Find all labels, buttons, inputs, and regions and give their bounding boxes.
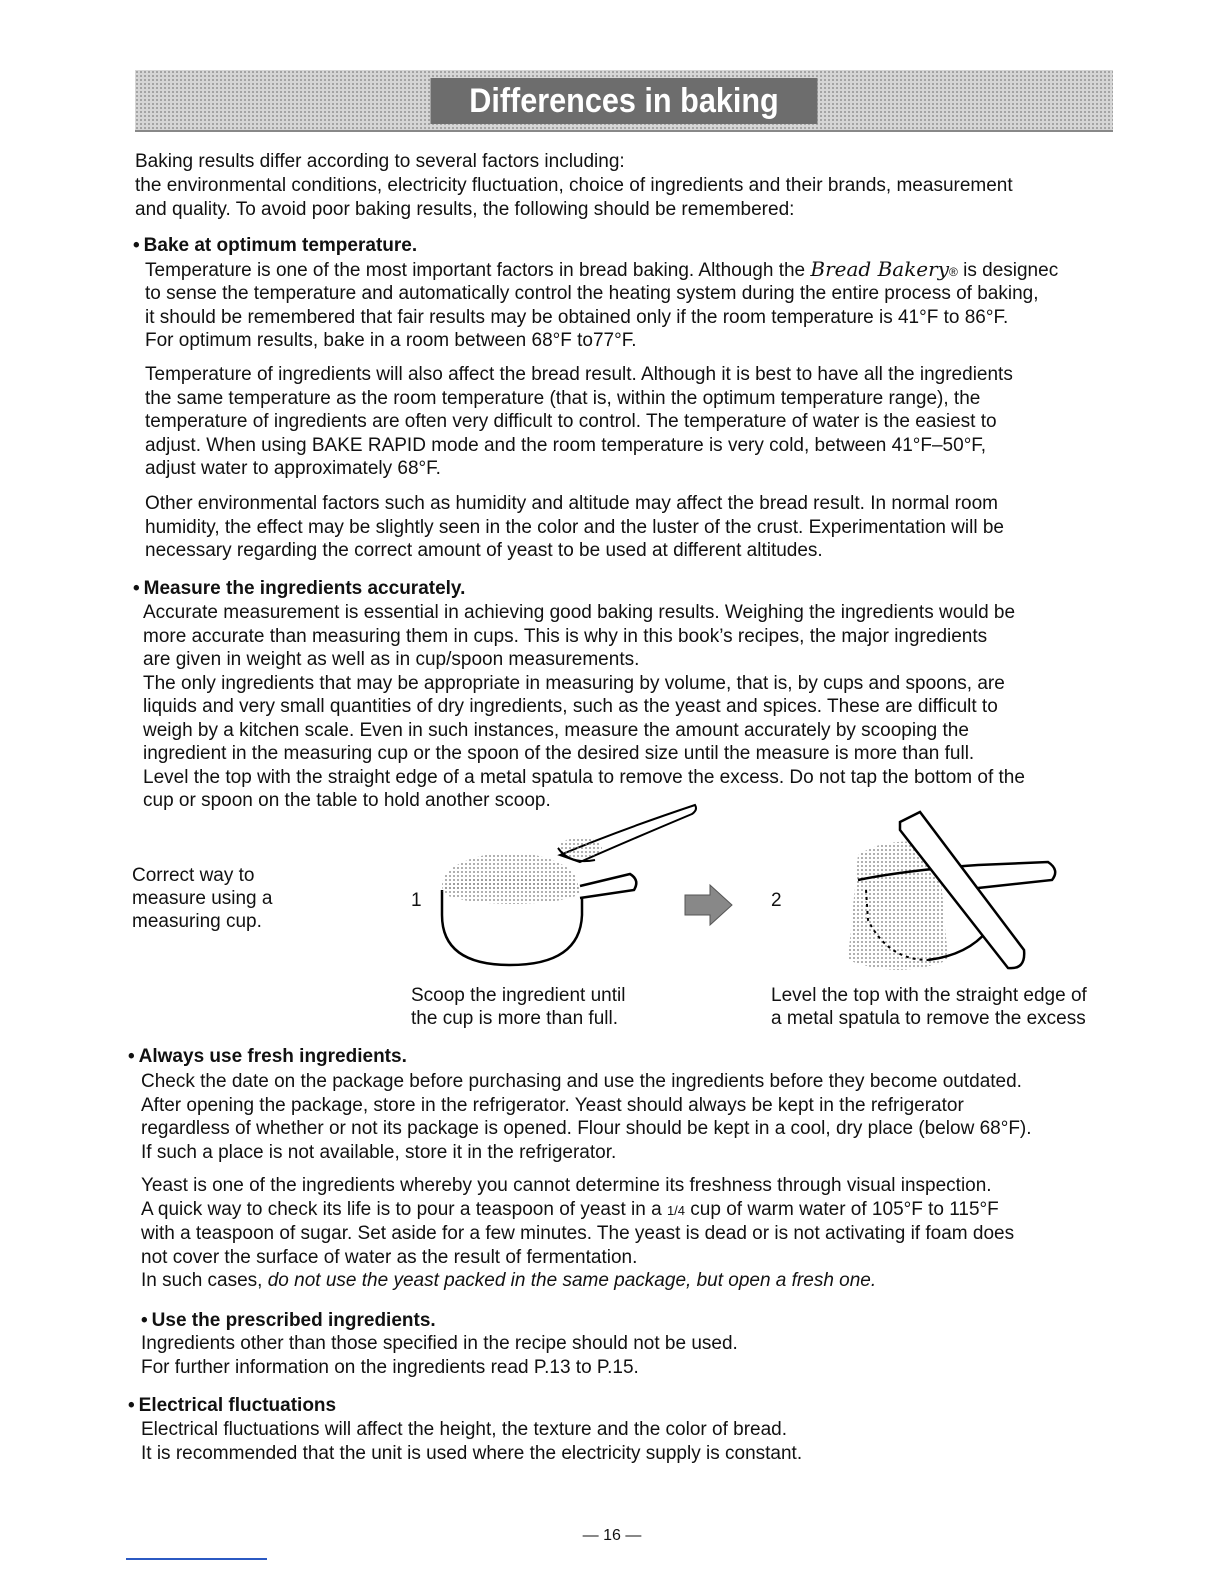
fresh-paragraph-2-last bbox=[141, 1269, 1131, 1293]
level-illustration bbox=[828, 800, 1068, 985]
section-heading-prescribed: • Use the prescribed ingredients. bbox=[141, 1309, 436, 1333]
section-heading-electrical: • Electrical fluctuations bbox=[128, 1394, 336, 1418]
temperature-line-1-start: Temperature is one of the most important factors in bread baking. Although the bbox=[145, 260, 811, 281]
temperature-paragraph-3: Other environmental factors such as humidity and altitude may affect the bread result. In normal room humidity, the effect may be slightly seen in the color and the luster of the crust. Experimentation will be necessary regarding the correct amount of yeast to be used at different altitudes. bbox=[145, 493, 1004, 561]
fraction: 1/4 bbox=[666, 1203, 686, 1218]
fresh-line-2-start: A quick way to check its life is to pour a teaspoon of yeast in a bbox=[141, 1199, 667, 1220]
footer-rule bbox=[126, 1558, 267, 1560]
section-heading-fresh: • Always use fresh ingredients. bbox=[128, 1045, 407, 1069]
measuring-cup-icon bbox=[442, 853, 636, 965]
fresh-paragraph-2-rest: with a teaspoon of sugar. Set aside for a few minutes. The yeast is dead or is not activating if foam does not cover the surface of water as the result of fermentation. bbox=[141, 1223, 1015, 1268]
step-1-caption: Scoop the ingredient until the cup is more than full. bbox=[411, 985, 626, 1029]
arrow-right-icon bbox=[685, 885, 732, 925]
figure-side-label: Correct way to measure using a measuring cup. bbox=[132, 865, 273, 932]
step-2-number: 2 bbox=[771, 890, 782, 911]
fresh-last-plain: In such cases, bbox=[141, 1270, 268, 1291]
intro-line-2: the environmental conditions, electricity fluctuation, choice of ingredients and their brands, measurement and quality. To avoid poor baking results, the following should be remembered: bbox=[135, 175, 1013, 220]
page-number: — 16 — bbox=[582, 1527, 642, 1544]
section-heading-measure: • Measure the ingredients accurately. bbox=[133, 577, 465, 601]
step-1-number: 1 bbox=[411, 890, 422, 911]
fresh-paragraph-1: Check the date on the package before purchasing and use the ingredients before they become outdated. After opening the package, store in the refrigerator. Yeast should always be kept in the refrigerator regardless of whether or not its package is opened. Flour should be kept in a cool, dry place (below 68°F). If such a place is not available, store it in the refrigerator. bbox=[141, 1071, 1032, 1163]
fresh-paragraph-2-line-1: Yeast is one of the ingredients whereby you cannot determine its freshness through visual inspection. bbox=[141, 1175, 992, 1196]
page-title: Differences in baking results bbox=[431, 78, 818, 124]
brand-logo: Bread Bakery bbox=[810, 257, 950, 281]
fresh-paragraph-2-line-2 bbox=[141, 1198, 1131, 1223]
temperature-line-1 bbox=[145, 258, 1125, 285]
spoon-icon bbox=[558, 805, 696, 862]
prescribed-paragraph: Ingredients other than those specified in the recipe should not be used. For further information on the ingredients read P.13 to P.15. bbox=[141, 1333, 738, 1378]
step-2-caption: Level the top with the straight edge of a metal spatula to remove the excess bbox=[771, 985, 1087, 1029]
measure-paragraph-1: Accurate measurement is essential in achieving good baking results. Weighing the ingredients would be more accurate than measuring them in cups. This is why in this book’s recipes, the major ingredients are given in weight as well as in cup/spoon measurements. The only ingredients that may be appropriate in measuring by volume, that is, by cups and spoons, are liquids and very small quantities of dry ingredients, such as the yeast and spices. These are difficult to weigh by a kitchen scale. Even in such instances, measure the amount accurately by scooping the ingredient in the measuring cup or the spoon of the desired size until the measure is more than full. Level the top with the straight edge of a metal spatula to remove the excess. Do not tap the bottom of the cup or spoon on the table to hold another scoop. bbox=[143, 602, 1025, 811]
registered-mark: ® bbox=[949, 265, 958, 279]
fresh-last-italic: do not use the yeast packed in the same package, but open a fresh one. bbox=[267, 1270, 877, 1291]
temperature-line-1-end: is designec bbox=[957, 260, 1059, 281]
scoop-illustration bbox=[420, 790, 740, 980]
section-heading-temperature: • Bake at optimum temperature. bbox=[133, 234, 417, 258]
temperature-paragraph-2: Temperature of ingredients will also affect the bread result. Although it is best to have all the ingredients the same temperature as the room temperature (that is, within the optimum temperature range), the temperature of ingredients are often very difficult to control. The temperature of water is the easiest to adjust. When using BAKE RAPID mode and the room temperature is very cold, between 41°F–50°F, adjust water to approximately 68°F. bbox=[145, 364, 1013, 479]
electrical-paragraph: Electrical fluctuations will affect the height, the texture and the color of bread. It is recommended that the unit is used where the electricity supply is constant. bbox=[141, 1419, 803, 1464]
intro-line-1: Baking results differ according to several factors including: bbox=[135, 151, 625, 172]
temperature-paragraph-1: to sense the temperature and automatically control the heating system during the entire process of baking, it should be remembered that fair results may be obtained only if the room temperature is 41°F to 86°F. For optimum results, bake in a room between 68°F to77°F. bbox=[145, 283, 1039, 351]
fresh-line-2-end: cup of warm water of 105°F to 115°F bbox=[685, 1199, 999, 1220]
